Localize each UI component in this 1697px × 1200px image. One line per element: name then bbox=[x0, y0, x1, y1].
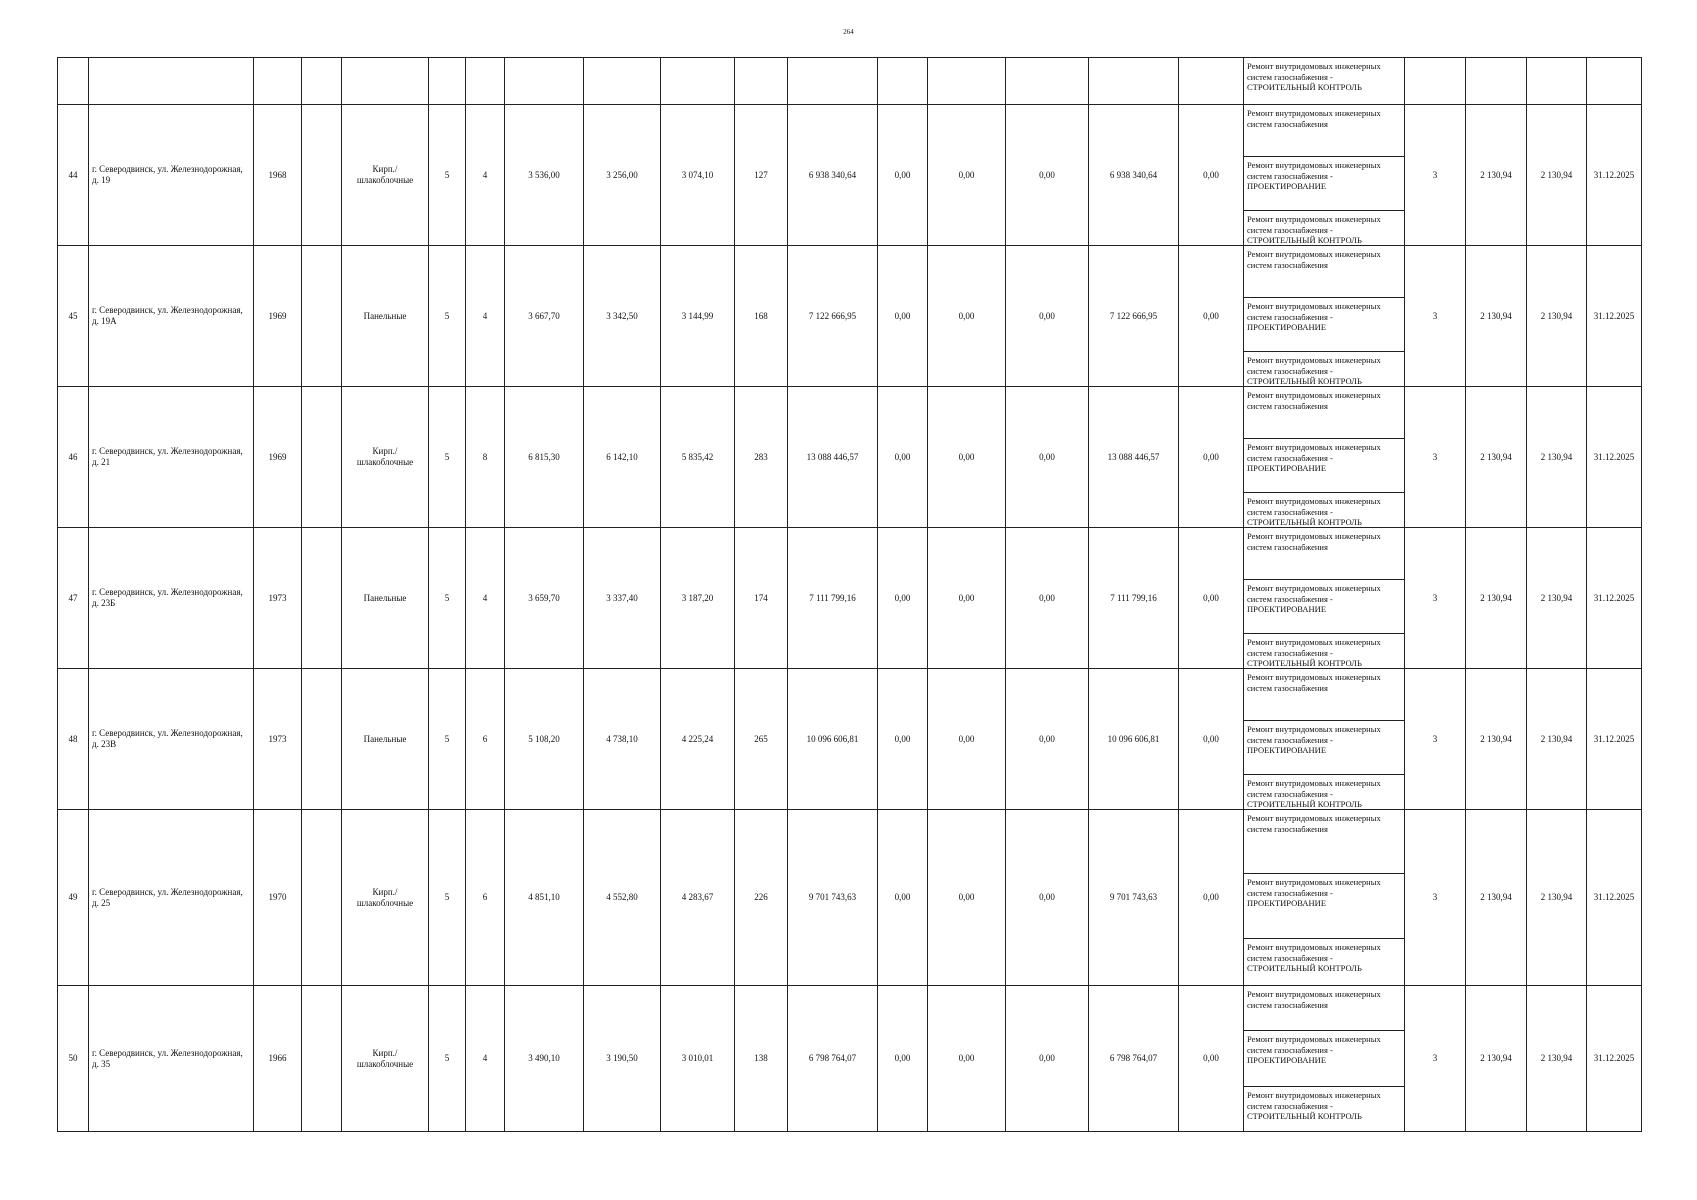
residents-cell: 283 bbox=[735, 387, 788, 528]
max-cost-cell: 2 130,94 bbox=[1527, 669, 1587, 810]
cell-empty bbox=[584, 58, 661, 105]
continuation-row bbox=[58, 58, 1642, 105]
cell-empty bbox=[254, 58, 302, 105]
deadline-cell: 31.12.2025 bbox=[1587, 669, 1642, 810]
entrances-cell: 4 bbox=[466, 246, 505, 387]
fund-regional-cell: 0,00 bbox=[928, 669, 1006, 810]
table-row bbox=[58, 986, 1642, 1132]
cell-empty bbox=[89, 58, 254, 105]
cell-empty bbox=[928, 58, 1006, 105]
max-cost-cell: 2 130,94 bbox=[1527, 246, 1587, 387]
fund-federal-cell: 0,00 bbox=[878, 669, 928, 810]
fund-federal-cell: 0,00 bbox=[878, 387, 928, 528]
fund-federal-cell: 0,00 bbox=[878, 986, 928, 1132]
work-type-cell bbox=[1244, 246, 1405, 387]
row-number: 50 bbox=[58, 986, 89, 1132]
wall-material-cell: Панельные bbox=[342, 246, 429, 387]
work-type-cell bbox=[1244, 58, 1405, 105]
residents-cell: 174 bbox=[735, 528, 788, 669]
work-item: Ремонт внутридомовых инженерных систем газоснабжения - СТРОИТЕЛЬНЫЙ КОНТРОЛЬ bbox=[1247, 637, 1381, 669]
deadline-cell: 31.12.2025 bbox=[1587, 528, 1642, 669]
unit-cell: 3 bbox=[1405, 986, 1466, 1132]
unit-cost-cell: 2 130,94 bbox=[1466, 810, 1527, 986]
fund-regional-cell: 0,00 bbox=[928, 387, 1006, 528]
table-row bbox=[58, 669, 1642, 810]
unit-cell: 3 bbox=[1405, 105, 1466, 246]
work-type-cell bbox=[1244, 986, 1405, 1132]
entrances-cell: 4 bbox=[466, 528, 505, 669]
fund-regional-cell: 0,00 bbox=[928, 528, 1006, 669]
cell-empty bbox=[735, 58, 788, 105]
row-number: 44 bbox=[58, 105, 89, 246]
residential-area-cell: 5 835,42 bbox=[661, 387, 735, 528]
year-built-cell: 1969 bbox=[254, 387, 302, 528]
cell-empty bbox=[302, 669, 342, 810]
cell-empty bbox=[1089, 58, 1179, 105]
max-cost-cell: 2 130,94 bbox=[1527, 387, 1587, 528]
total-area-cell: 4 851,10 bbox=[505, 810, 584, 986]
residents-cell: 138 bbox=[735, 986, 788, 1132]
total-cost-cell: 7 111 799,16 bbox=[788, 528, 878, 669]
unit-cost-cell: 2 130,94 bbox=[1466, 528, 1527, 669]
unit-cell: 3 bbox=[1405, 528, 1466, 669]
address-cell: г. Северодвинск, ул. Железнодорожная, д. 23Б bbox=[89, 528, 254, 669]
work-item: Ремонт внутридомовых инженерных систем газоснабжения - СТРОИТЕЛЬНЫЙ КОНТРОЛЬ bbox=[1247, 942, 1381, 974]
cell-empty bbox=[302, 58, 342, 105]
row-number: 45 bbox=[58, 246, 89, 387]
row-number: 47 bbox=[58, 528, 89, 669]
work-item: Ремонт внутридомовых инженерных систем газоснабжения - СТРОИТЕЛЬНЫЙ КОНТРОЛЬ bbox=[1247, 496, 1381, 528]
fund-regional-cell: 0,00 bbox=[928, 246, 1006, 387]
floors-cell: 5 bbox=[429, 246, 466, 387]
work-item: Ремонт внутридомовых инженерных систем газоснабжения - СТРОИТЕЛЬНЫЙ КОНТРОЛЬ bbox=[1247, 1090, 1381, 1122]
premises-area-cell: 6 142,10 bbox=[584, 387, 661, 528]
work-item: Ремонт внутридомовых инженерных систем газоснабжения bbox=[1244, 669, 1404, 721]
max-cost-cell: 2 130,94 bbox=[1527, 528, 1587, 669]
unit-cost-cell: 2 130,94 bbox=[1466, 387, 1527, 528]
total-area-cell: 3 667,70 bbox=[505, 246, 584, 387]
residents-cell: 127 bbox=[735, 105, 788, 246]
fund-owners-cell: 7 122 666,95 bbox=[1089, 246, 1179, 387]
work-item: Ремонт внутридомовых инженерных систем газоснабжения - ПРОЕКТИРОВАНИЕ bbox=[1244, 439, 1404, 493]
total-area-cell: 3 536,00 bbox=[505, 105, 584, 246]
entrances-cell: 6 bbox=[466, 669, 505, 810]
address-cell: г. Северодвинск, ул. Железнодорожная, д. 23В bbox=[89, 669, 254, 810]
premises-area-cell: 3 190,50 bbox=[584, 986, 661, 1132]
max-cost-cell: 2 130,94 bbox=[1527, 105, 1587, 246]
year-built-cell: 1973 bbox=[254, 669, 302, 810]
work-item: Ремонт внутридомовых инженерных систем газоснабжения bbox=[1244, 810, 1404, 874]
total-cost-cell: 9 701 743,63 bbox=[788, 810, 878, 986]
fund-federal-cell: 0,00 bbox=[878, 810, 928, 986]
work-item: Ремонт внутридомовых инженерных систем газоснабжения - СТРОИТЕЛЬНЫЙ КОНТРОЛЬ bbox=[1247, 778, 1381, 810]
wall-material-cell: Кирп./ шлакоблочные bbox=[342, 986, 429, 1132]
page-number: 264 bbox=[843, 28, 854, 36]
wall-material-cell: Панельные bbox=[342, 528, 429, 669]
residents-cell: 226 bbox=[735, 810, 788, 986]
unit-cost-cell: 2 130,94 bbox=[1466, 105, 1527, 246]
fund-other-cell: 0,00 bbox=[1179, 387, 1244, 528]
cell-empty bbox=[505, 58, 584, 105]
unit-cost-cell: 2 130,94 bbox=[1466, 669, 1527, 810]
work-item: Ремонт внутридомовых инженерных систем газоснабжения bbox=[1244, 387, 1404, 439]
address-cell: г. Северодвинск, ул. Железнодорожная, д. 25 bbox=[89, 810, 254, 986]
residents-cell: 265 bbox=[735, 669, 788, 810]
deadline-cell: 31.12.2025 bbox=[1587, 105, 1642, 246]
fund-local-cell: 0,00 bbox=[1006, 669, 1089, 810]
cell-empty bbox=[1466, 58, 1527, 105]
year-built-cell: 1968 bbox=[254, 105, 302, 246]
wall-material-cell: Кирп./ шлакоблочные bbox=[342, 810, 429, 986]
unit-cost-cell: 2 130,94 bbox=[1466, 986, 1527, 1132]
fund-local-cell: 0,00 bbox=[1006, 528, 1089, 669]
work-item: Ремонт внутридомовых инженерных систем газоснабжения bbox=[1244, 246, 1404, 298]
cell-empty bbox=[302, 387, 342, 528]
row-number: 48 bbox=[58, 669, 89, 810]
cell-empty bbox=[1587, 58, 1642, 105]
cell-empty bbox=[302, 986, 342, 1132]
max-cost-cell: 2 130,94 bbox=[1527, 986, 1587, 1132]
work-item: Ремонт внутридомовых инженерных систем газоснабжения - СТРОИТЕЛЬНЫЙ КОНТРОЛЬ bbox=[1247, 61, 1381, 93]
table-row bbox=[58, 105, 1642, 246]
cell-empty bbox=[302, 810, 342, 986]
premises-area-cell: 3 342,50 bbox=[584, 246, 661, 387]
floors-cell: 5 bbox=[429, 810, 466, 986]
floors-cell: 5 bbox=[429, 669, 466, 810]
total-cost-cell: 7 122 666,95 bbox=[788, 246, 878, 387]
work-type-cell bbox=[1244, 387, 1405, 528]
work-item: Ремонт внутридомовых инженерных систем газоснабжения - ПРОЕКТИРОВАНИЕ bbox=[1244, 721, 1404, 775]
cell-empty bbox=[342, 58, 429, 105]
fund-local-cell: 0,00 bbox=[1006, 810, 1089, 986]
work-item: Ремонт внутридомовых инженерных систем газоснабжения bbox=[1244, 986, 1404, 1031]
fund-other-cell: 0,00 bbox=[1179, 810, 1244, 986]
work-item: Ремонт внутридомовых инженерных систем газоснабжения bbox=[1244, 105, 1404, 157]
work-item: Ремонт внутридомовых инженерных систем газоснабжения - СТРОИТЕЛЬНЫЙ КОНТРОЛЬ bbox=[1247, 214, 1381, 246]
floors-cell: 5 bbox=[429, 528, 466, 669]
total-cost-cell: 10 096 606,81 bbox=[788, 669, 878, 810]
cell-empty bbox=[1405, 58, 1466, 105]
floors-cell: 5 bbox=[429, 387, 466, 528]
fund-owners-cell: 9 701 743,63 bbox=[1089, 810, 1179, 986]
total-cost-cell: 6 938 340,64 bbox=[788, 105, 878, 246]
unit-cell: 3 bbox=[1405, 246, 1466, 387]
fund-owners-cell: 6 938 340,64 bbox=[1089, 105, 1179, 246]
premises-area-cell: 4 738,10 bbox=[584, 669, 661, 810]
work-item: Ремонт внутридомовых инженерных систем газоснабжения bbox=[1244, 528, 1404, 580]
cell-empty bbox=[429, 58, 466, 105]
residential-area-cell: 3 187,20 bbox=[661, 528, 735, 669]
fund-local-cell: 0,00 bbox=[1006, 246, 1089, 387]
table-row bbox=[58, 387, 1642, 528]
fund-other-cell: 0,00 bbox=[1179, 105, 1244, 246]
fund-owners-cell: 10 096 606,81 bbox=[1089, 669, 1179, 810]
deadline-cell: 31.12.2025 bbox=[1587, 246, 1642, 387]
total-area-cell: 3 490,10 bbox=[505, 986, 584, 1132]
residents-cell: 168 bbox=[735, 246, 788, 387]
unit-cell: 3 bbox=[1405, 387, 1466, 528]
residential-area-cell: 3 074,10 bbox=[661, 105, 735, 246]
table-row bbox=[58, 810, 1642, 986]
address-cell: г. Северодвинск, ул. Железнодорожная, д. 35 bbox=[89, 986, 254, 1132]
work-item: Ремонт внутридомовых инженерных систем газоснабжения - ПРОЕКТИРОВАНИЕ bbox=[1244, 1031, 1404, 1087]
cell-empty bbox=[1527, 58, 1587, 105]
entrances-cell: 6 bbox=[466, 810, 505, 986]
fund-other-cell: 0,00 bbox=[1179, 986, 1244, 1132]
entrances-cell: 4 bbox=[466, 105, 505, 246]
unit-cost-cell: 2 130,94 bbox=[1466, 246, 1527, 387]
residential-area-cell: 3 144,99 bbox=[661, 246, 735, 387]
cell-empty bbox=[661, 58, 735, 105]
work-type-cell bbox=[1244, 810, 1405, 986]
premises-area-cell: 3 256,00 bbox=[584, 105, 661, 246]
unit-cell: 3 bbox=[1405, 810, 1466, 986]
fund-owners-cell: 7 111 799,16 bbox=[1089, 528, 1179, 669]
max-cost-cell: 2 130,94 bbox=[1527, 810, 1587, 986]
table-row bbox=[58, 246, 1642, 387]
year-built-cell: 1969 bbox=[254, 246, 302, 387]
fund-federal-cell: 0,00 bbox=[878, 528, 928, 669]
total-cost-cell: 13 088 446,57 bbox=[788, 387, 878, 528]
deadline-cell: 31.12.2025 bbox=[1587, 387, 1642, 528]
cell-empty bbox=[788, 58, 878, 105]
floors-cell: 5 bbox=[429, 105, 466, 246]
fund-owners-cell: 13 088 446,57 bbox=[1089, 387, 1179, 528]
total-area-cell: 6 815,30 bbox=[505, 387, 584, 528]
fund-other-cell: 0,00 bbox=[1179, 669, 1244, 810]
premises-area-cell: 3 337,40 bbox=[584, 528, 661, 669]
fund-regional-cell: 0,00 bbox=[928, 105, 1006, 246]
entrances-cell: 8 bbox=[466, 387, 505, 528]
row-number: 49 bbox=[58, 810, 89, 986]
wall-material-cell: Кирп./ шлакоблочные bbox=[342, 387, 429, 528]
total-area-cell: 3 659,70 bbox=[505, 528, 584, 669]
unit-cell: 3 bbox=[1405, 669, 1466, 810]
residential-area-cell: 3 010,01 bbox=[661, 986, 735, 1132]
fund-local-cell: 0,00 bbox=[1006, 105, 1089, 246]
floors-cell: 5 bbox=[429, 986, 466, 1132]
cell-empty bbox=[302, 105, 342, 246]
total-cost-cell: 6 798 764,07 bbox=[788, 986, 878, 1132]
fund-federal-cell: 0,00 bbox=[878, 246, 928, 387]
cell-empty bbox=[1179, 58, 1244, 105]
work-item: Ремонт внутридомовых инженерных систем газоснабжения - ПРОЕКТИРОВАНИЕ bbox=[1244, 157, 1404, 211]
deadline-cell: 31.12.2025 bbox=[1587, 810, 1642, 986]
address-cell: г. Северодвинск, ул. Железнодорожная, д. 19А bbox=[89, 246, 254, 387]
residential-area-cell: 4 283,67 bbox=[661, 810, 735, 986]
cell-empty bbox=[878, 58, 928, 105]
residential-area-cell: 4 225,24 bbox=[661, 669, 735, 810]
total-area-cell: 5 108,20 bbox=[505, 669, 584, 810]
fund-local-cell: 0,00 bbox=[1006, 387, 1089, 528]
work-item: Ремонт внутридомовых инженерных систем газоснабжения - ПРОЕКТИРОВАНИЕ bbox=[1244, 874, 1404, 939]
year-built-cell: 1970 bbox=[254, 810, 302, 986]
fund-regional-cell: 0,00 bbox=[928, 986, 1006, 1132]
cell-empty bbox=[302, 246, 342, 387]
fund-local-cell: 0,00 bbox=[1006, 986, 1089, 1132]
year-built-cell: 1966 bbox=[254, 986, 302, 1132]
fund-regional-cell: 0,00 bbox=[928, 810, 1006, 986]
repair-program-table bbox=[57, 57, 1642, 1132]
deadline-cell: 31.12.2025 bbox=[1587, 986, 1642, 1132]
work-type-cell bbox=[1244, 528, 1405, 669]
year-built-cell: 1973 bbox=[254, 528, 302, 669]
address-cell: г. Северодвинск, ул. Железнодорожная, д. 19 bbox=[89, 105, 254, 246]
cell-empty bbox=[466, 58, 505, 105]
fund-other-cell: 0,00 bbox=[1179, 528, 1244, 669]
address-cell: г. Северодвинск, ул. Железнодорожная, д. 21 bbox=[89, 387, 254, 528]
work-type-cell bbox=[1244, 669, 1405, 810]
entrances-cell: 4 bbox=[466, 986, 505, 1132]
fund-owners-cell: 6 798 764,07 bbox=[1089, 986, 1179, 1132]
wall-material-cell: Панельные bbox=[342, 669, 429, 810]
cell-empty bbox=[58, 58, 89, 105]
fund-federal-cell: 0,00 bbox=[878, 105, 928, 246]
work-item: Ремонт внутридомовых инженерных систем газоснабжения - ПРОЕКТИРОВАНИЕ bbox=[1244, 298, 1404, 352]
cell-empty bbox=[302, 528, 342, 669]
wall-material-cell: Кирп./ шлакоблочные bbox=[342, 105, 429, 246]
row-number: 46 bbox=[58, 387, 89, 528]
fund-other-cell: 0,00 bbox=[1179, 246, 1244, 387]
work-item: Ремонт внутридомовых инженерных систем газоснабжения - СТРОИТЕЛЬНЫЙ КОНТРОЛЬ bbox=[1247, 355, 1381, 387]
cell-empty bbox=[1006, 58, 1089, 105]
work-type-cell bbox=[1244, 105, 1405, 246]
table-row bbox=[58, 528, 1642, 669]
premises-area-cell: 4 552,80 bbox=[584, 810, 661, 986]
work-item: Ремонт внутридомовых инженерных систем газоснабжения - ПРОЕКТИРОВАНИЕ bbox=[1244, 580, 1404, 634]
